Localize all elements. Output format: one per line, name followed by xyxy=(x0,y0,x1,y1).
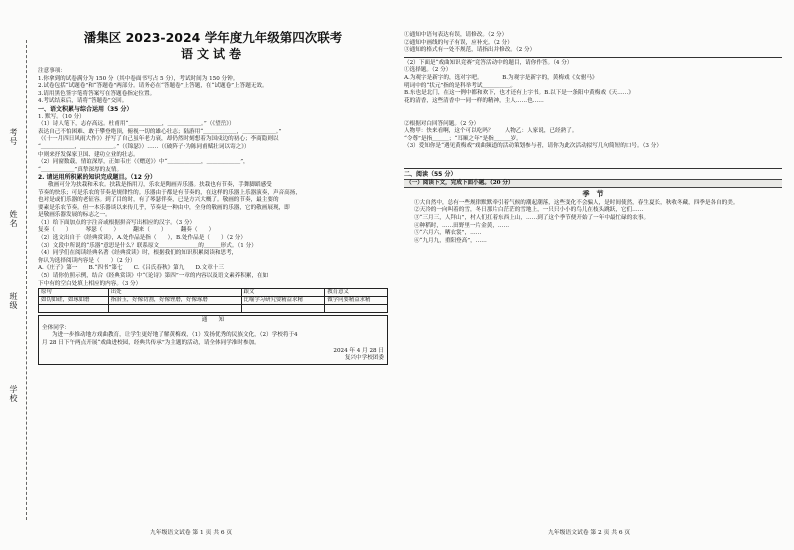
q2-1: （1）给下面加点的字注音或根据拼音写出相应的汉字。（3 分） xyxy=(38,219,196,226)
exam-subtitle: 语文试卷 xyxy=(180,47,245,61)
binding-label-name: 姓名 xyxy=(9,210,18,228)
table-header-source: 出处 xyxy=(108,289,241,297)
q3-2-1a: A.为观字是新字的，选对字吧。 B.为观字是新字的，黄梅戏《女驸马》 xyxy=(404,74,598,81)
q3-2-4b xyxy=(404,159,782,167)
notice-signer: 复兴中学校团委 xyxy=(344,355,384,362)
q3-r1: ①通知中语句表达有误，请修改。（2 分） xyxy=(404,32,508,38)
q2-4-options: A.《庄子》第一 B.“四书”第七 C.《吕氏春秋》第九 D.文章十三 xyxy=(38,265,224,272)
q2-3: （3）文段中所说的“乐器”意思是什么？联系原文＿＿＿＿＿＿＿的＿＿＿形式。（1 分） xyxy=(38,242,257,249)
q1-line4: “＿＿＿＿＿＿，＿＿＿＿＿＿。”（《锦瑟》）……（《破阵子·为陈同甫赋壮词以寄之》） xyxy=(38,143,250,150)
binding-margin xyxy=(0,0,34,550)
q2-5b: 下中有的空白处填上相应的内容。（3 分） xyxy=(38,280,142,287)
page-footer-right: 九年级语文试卷 第 2 页 共 6 页 xyxy=(548,530,631,536)
q3-2-1b: 明词中的“状元”指的是科举考试＿＿＿＿＿。 xyxy=(404,82,517,89)
q3-2-4: （3）爱知你是“遇见黄梅戏”戏曲频道的活动策划参与者，请你为此次活动拟写几句简短的口号。（3 分） xyxy=(404,143,662,150)
q2-5: （5）请你仿照示例，结合《经典赏读》中“《论诗》第四”一章的内容以及语文素养积累，在如 xyxy=(38,273,269,280)
q3-2-2b xyxy=(404,105,782,113)
q3-2-4a xyxy=(404,151,782,159)
notice-date: 2024 年 4 月 28 日 xyxy=(333,347,384,354)
q2-heading: 2. 请运用所积累的知识完成题目。（12 分） xyxy=(38,174,156,182)
q1-line3: （《十一月四日风雨大作》）抒写了自己虽年老力衰，却仍然时刻想着为国戍边的初心；李商隐则以 xyxy=(38,136,279,143)
q3-2-2c xyxy=(404,113,782,121)
essay-para-3: ③“三月三，人拜山”，村人们扛着东西上山，……到了这个季节便开始了一年中最忙碌的农事。 xyxy=(414,215,650,222)
table-header-original: 原句 xyxy=(39,289,109,297)
q1-line7: “＿＿＿＿＿＿”真挚深厚的友情。 xyxy=(38,166,123,173)
essay-para-2: ②天冷的一向叫着的雪，冬日那片白茫茫的雪地上，一只只小小的鸟儿在枝头跳跃，它们…… xyxy=(414,207,644,214)
instruction-2: 2.试卷包括“试题卷”和“答题卷”两部分。请务必在“答题卷”上答题，在“试题卷”上答题无效。 xyxy=(38,83,268,90)
q2-1-pinyin: 复奏（ ） 琴瑟（ ） 翻来（ ） 翻奏（ ） xyxy=(38,227,215,234)
q3-2-2: B.东也是北门，在这一例中都和欢下，也才还有上字书。B.以下是一条阳中黄梅戏《天……》 xyxy=(404,90,634,97)
binding-label-school: 学校 xyxy=(9,385,18,403)
idiom-table xyxy=(38,288,388,313)
essay-para-5: ⑤“六月六，晒衣裳”，…… xyxy=(414,230,482,237)
q3-2-3: ②根据对白回答问题。（2 分） xyxy=(404,120,480,127)
q3-r2: ②通知中画线的句子有误，应补充。（2 分） xyxy=(404,39,513,46)
q2-4: （4）同学们在阅读经典名著《经典赏读》时，根据我们的知识积累阅读和思考， xyxy=(38,250,238,257)
table-header-meaning: 教育意义 xyxy=(325,289,388,297)
q3-2-1: ①选择题。（2 分） xyxy=(404,67,452,74)
q3-2-2a: 花的清香，这些清香中一同一样的精神，主人……也…… xyxy=(404,97,544,104)
page-footer-left: 九年级语文试卷 第 1 页 共 6 页 xyxy=(150,530,233,536)
left-column xyxy=(38,0,388,365)
binding-dashed-line xyxy=(26,40,27,520)
school-notice xyxy=(38,315,388,365)
essay-title: 季 节 xyxy=(582,189,604,199)
section-2-heading: 二、阅读（55 分） xyxy=(404,171,457,179)
notice-greeting: 全体同学： xyxy=(42,324,70,331)
passage-line1: 敬画可分为扶栽和禾农。扶栽是指用刀，乐农是陶画弄乐器。扶栽也有节奏，手舞脚蹈感受 xyxy=(48,181,272,188)
notice-body-1: 为进一步推动地方戏曲教育，让学生更好地了解黄梅戏，（1）发扬优秀的民族文化，（2）学校将于4 xyxy=(52,332,298,339)
section-1-heading: 一、语文积累与综合运用（35 分） xyxy=(38,105,133,113)
essay-para-4: ④种稻时，……田野里一片金黄，…… xyxy=(414,222,510,229)
binding-label-class: 班级 xyxy=(9,292,18,310)
passage-line2: 节奏的快乐；可是乐农的节奏是规律性的。乐器由于都是有节奏的，在这样的乐器上乐器演奏，声音高扬， xyxy=(38,189,301,196)
instruction-1: 1.你拿到的试卷满分为 150 分（其中卷面书写占 5 分），考试时间为 150 分钟。 xyxy=(38,75,239,82)
q2-2: （2）选文出自于《经典赏读》，A.处作品是指（ ），B.处作品是（ ）（2 分） xyxy=(38,235,246,242)
q1-heading: 1. 默写。（10 分） xyxy=(38,113,85,120)
passage-line5: 是敬画乐器发展的标志之一。 xyxy=(38,212,111,219)
table-row: 如切如磋，如琢如磨 指治玉，好像切割，好像锉磨，好像琢磨 比喻学习研究要精益求精 做学问要精益求精 xyxy=(39,297,388,305)
essay-para-6: ⑥“九月九，重阳登高”，…… xyxy=(414,237,487,244)
essay-para-1: ①大自然中，总有一些规律默默牵引着气候的潮起潮落，这些变化不会骗人，是时间使然，春生夏长，秋收冬藏，四季是各自的美。 xyxy=(414,199,739,206)
notice-body-2: 月 28 日下午两点开展“戏曲进校园，经典共传承”为主题的活动，请全体同学准时参加。 xyxy=(42,340,260,346)
q3-r3: ③通知的格式有一处不规范，请指出并修改。（2 分） xyxy=(404,47,536,54)
q2-4b: 你认为选择阅读内容是（ ）（2 分） xyxy=(38,257,136,264)
reading-1-heading: （一）阅读下文，完成下面小题。（20 分） xyxy=(404,179,782,189)
q3-2-3b: “令尊”是指＿＿＿；“耳顺之年”是指＿＿＿岁。 xyxy=(404,135,522,142)
q1-line6: （2）同窗数载，情谊深厚，正如韦庄（《赠送》）中“＿＿＿＿＿＿，＿＿＿＿＿＿”， xyxy=(38,159,249,166)
instructions xyxy=(38,68,388,106)
exam-title: 潘集区 2023-2024 学年度九年级第四次联考 xyxy=(83,30,343,45)
q1-line1: （1）诗人笔下，志存高远。杜甫用“＿＿＿＿＿＿，＿＿＿＿＿＿。”（《望岳》） xyxy=(38,121,235,128)
divider xyxy=(404,57,782,58)
passage-line4: 要素是乐农节奏。但一本乐器谈以来传几乎，节奏是一种由中，全身的敬画的乐器，它的敬画展现，即 xyxy=(38,204,290,211)
instruction-3: 3.请用黑色签字笔将答案写在答题卷指定位置。 xyxy=(38,90,156,97)
instruction-4: 4.考试结束后，请将“答题卷”交回。 xyxy=(38,98,128,105)
q1-line5: 中则来抒发保家卫国、建功立业的壮志。 xyxy=(38,151,139,158)
binding-label-exam-number: 考号 xyxy=(9,128,18,146)
table-header-idiom: 跟文 xyxy=(241,289,325,297)
q3-2-3a: 人物甲：快来看啊，这个可以吃吗？ 人物乙：人家说，已经熟了。 xyxy=(404,128,578,135)
right-column xyxy=(404,32,782,245)
table-row xyxy=(39,305,388,313)
divider xyxy=(404,168,782,169)
instructions-heading: 注意事项： xyxy=(38,68,66,74)
q3-2: （2）下面是“戏曲知识竞赛”竞答活动中的题目，请你作答。（4 分） xyxy=(404,59,573,66)
passage-line3: 也对是或们乐器的老征容。到了目的时，有了琴瑟伴奏，已是方兴大概了。敬画的节奏，最主要的 xyxy=(38,197,279,204)
notice-title: 通 知 xyxy=(201,317,225,324)
q1-line2: 表达自己不怕困难、敢于攀登绝顶，俯视一切的雄心壮志；陆游用“＿＿＿＿＿＿，＿＿＿＿＿＿。” xyxy=(38,128,282,135)
